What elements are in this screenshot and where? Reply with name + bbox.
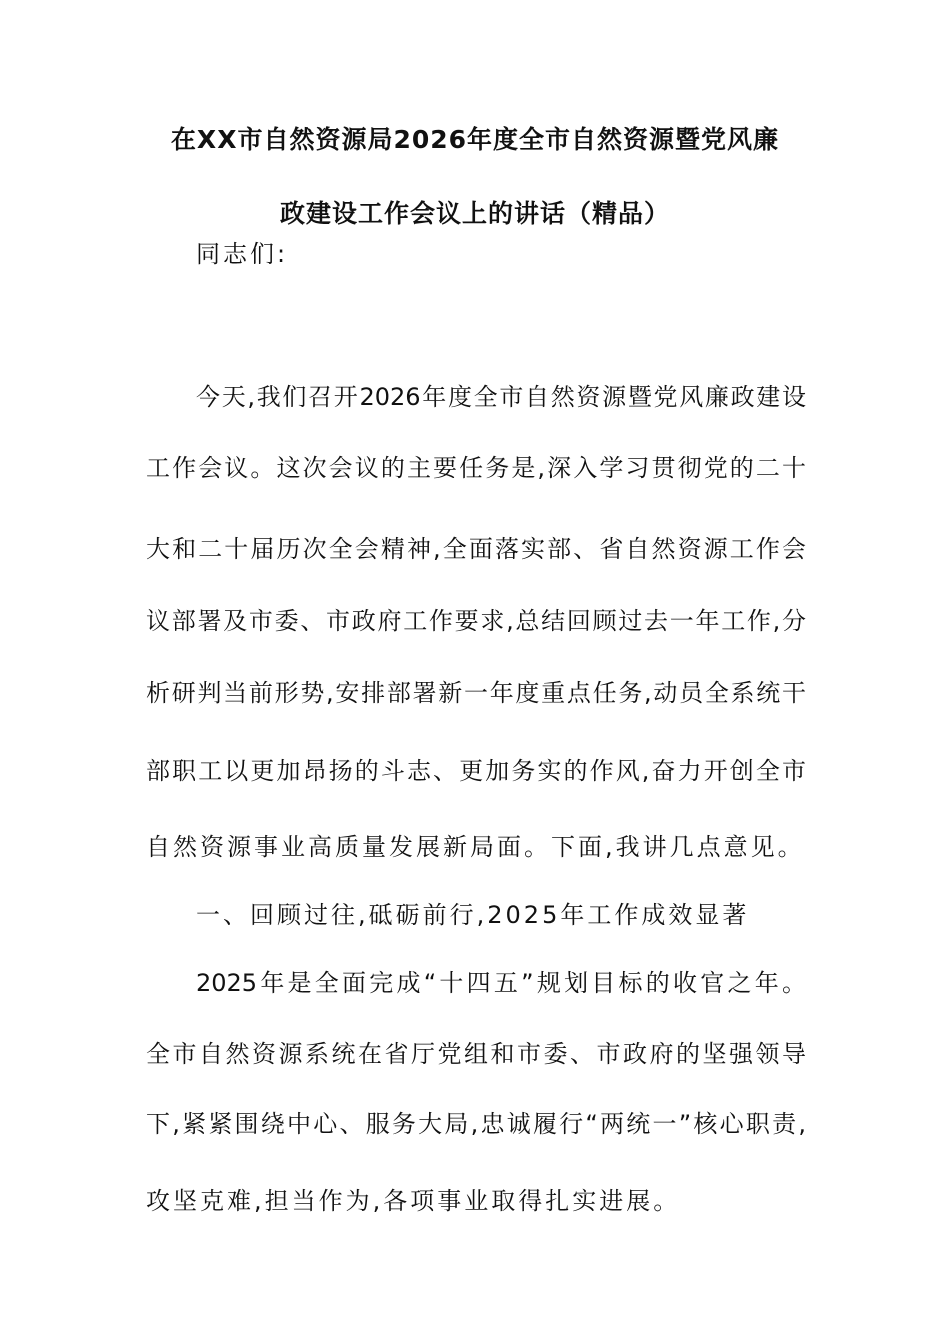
paragraph-line: 下,紧紧围绕中心、服务大局,忠诚履行“两统一”核心职责, [146, 1110, 806, 1138]
paragraph-line: 部职工以更加昂扬的斗志、更加务实的作风,奋力开创全市 [146, 757, 806, 785]
salutation: 同志们: [196, 240, 289, 268]
document-title-line-2: 政建设工作会议上的讲话（精品） [279, 199, 670, 228]
paragraph-line: 2025年是全面完成“十四五”规划目标的收官之年。 [196, 969, 806, 997]
paragraph-line: 自然资源事业高质量发展新局面。下面,我讲几点意见。 [146, 833, 805, 861]
paragraph-line: 议部署及市委、市政府工作要求,总结回顾过去一年工作,分 [146, 607, 806, 635]
paragraph-line: 工作会议。这次会议的主要任务是,深入学习贯彻党的二十 [146, 454, 806, 482]
paragraph-line: 今天,我们召开2026年度全市自然资源暨党风廉政建设 [196, 383, 806, 411]
paragraph-line: 大和二十届历次全会精神,全面落实部、省自然资源工作会 [146, 535, 806, 563]
paragraph-line: 攻坚克难,担当作为,各项事业取得扎实进展。 [146, 1187, 681, 1215]
section-heading: 一、回顾过往,砥砺前行,2025年工作成效显著 [196, 901, 750, 929]
paragraph-line: 析研判当前形势,安排部署新一年度重点任务,动员全系统干 [146, 679, 806, 707]
document-title-line-1: 在XX市自然资源局2026年度全市自然资源暨党风廉 [170, 125, 780, 154]
paragraph-line: 全市自然资源系统在省厅党组和市委、市政府的坚强领导 [146, 1040, 806, 1068]
